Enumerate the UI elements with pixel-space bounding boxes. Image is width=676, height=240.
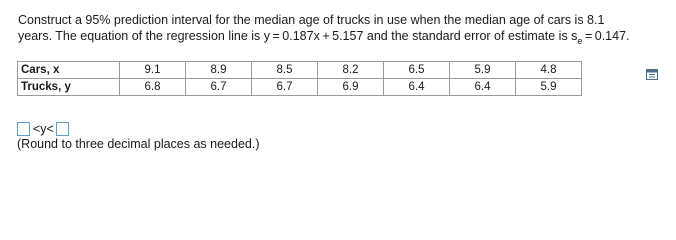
subscript-e: e [577,36,583,46]
table-cell: 9.1 [120,62,186,79]
rounding-hint: (Round to three decimal places as needed.) [17,137,260,151]
table-cell: 5.9 [450,62,516,79]
table-row-cars [18,62,582,79]
inequality-text: <y< [33,122,54,136]
row-label-cars: Cars, x [18,62,120,79]
table-cell: 8.9 [186,62,252,79]
table-cell: 4.8 [516,62,582,79]
table-cell: 5.9 [516,79,582,96]
data-table [17,61,582,96]
question-text [18,12,668,45]
table-cell: 6.7 [186,79,252,96]
table-cell: 6.4 [384,79,450,96]
table-cell: 6.9 [318,79,384,96]
copy-data-icon[interactable] [646,67,658,78]
table-cell: 6.4 [450,79,516,96]
table-cell: 8.2 [318,62,384,79]
table-cell: 6.7 [252,79,318,96]
table-cell: 8.5 [252,62,318,79]
table-cell: 6.5 [384,62,450,79]
answer-row [17,122,69,136]
question-line-1: Construct a 95% prediction interval for the median age of trucks in use when the median age of cars is 8.1 [18,13,605,27]
table-cell: 6.8 [120,79,186,96]
upper-bound-input[interactable] [56,122,69,136]
row-label-trucks: Trucks, y [18,79,120,96]
question-line-2-prefix: years. The equation of the regression line is y = 0.187x + 5.157 and the standard error of estimate is s [18,29,578,43]
copy-data-icon-graphic [646,69,658,80]
question-line-2 [18,28,668,45]
lower-bound-input[interactable] [17,122,30,136]
question-line-2-suffix: = 0.147. [582,29,630,43]
table-row-trucks [18,79,582,96]
